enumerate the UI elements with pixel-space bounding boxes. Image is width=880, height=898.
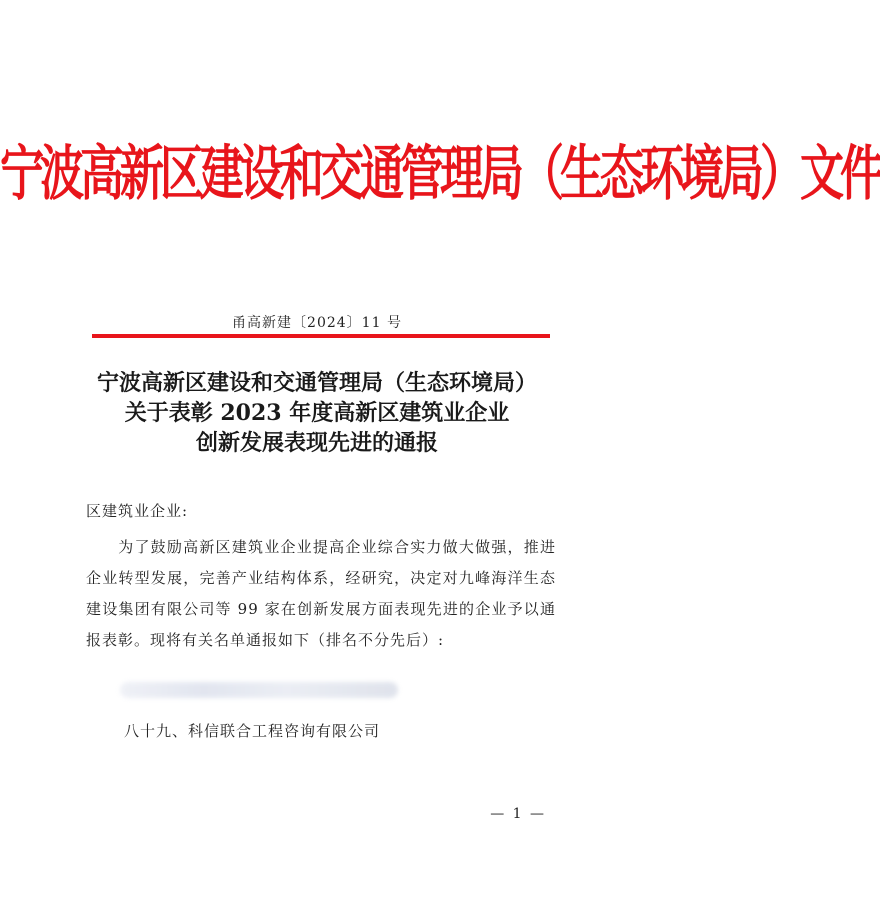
salutation: 区建筑业企业: (86, 502, 189, 520)
page-number: — 1 — (490, 806, 546, 822)
body-paragraph-text: 为了鼓励高新区建筑业企业提高企业综合实力做大做强，推进企业转型发展，完善产业结构体系，经研究，决定对九峰海洋生态建设集团有限公司等 99 家在创新发展方面表现先进的企业予以通报表彰。现将有关名单通报如下（排名不分先后）: (86, 538, 556, 649)
document-header-title: 宁波高新区建设和交通管理局（生态环境局）文件 (0, 140, 880, 209)
redacted-list-item (120, 682, 398, 698)
list-item: 八十九、科信联合工程咨询有限公司 (124, 722, 381, 740)
body-paragraph (86, 532, 556, 656)
notice-title-line-2: 关于表彰 2023 年度高新区建筑业企业 (124, 400, 510, 426)
document-number: 甬高新建〔2024〕11 号 (232, 315, 402, 331)
red-divider-rule (92, 334, 550, 338)
notice-title-line-1: 宁波高新区建设和交通管理局（生态环境局） (96, 370, 537, 396)
notice-title (0, 368, 634, 458)
notice-title-line-3: 创新发展表现先进的通报 (195, 430, 438, 456)
